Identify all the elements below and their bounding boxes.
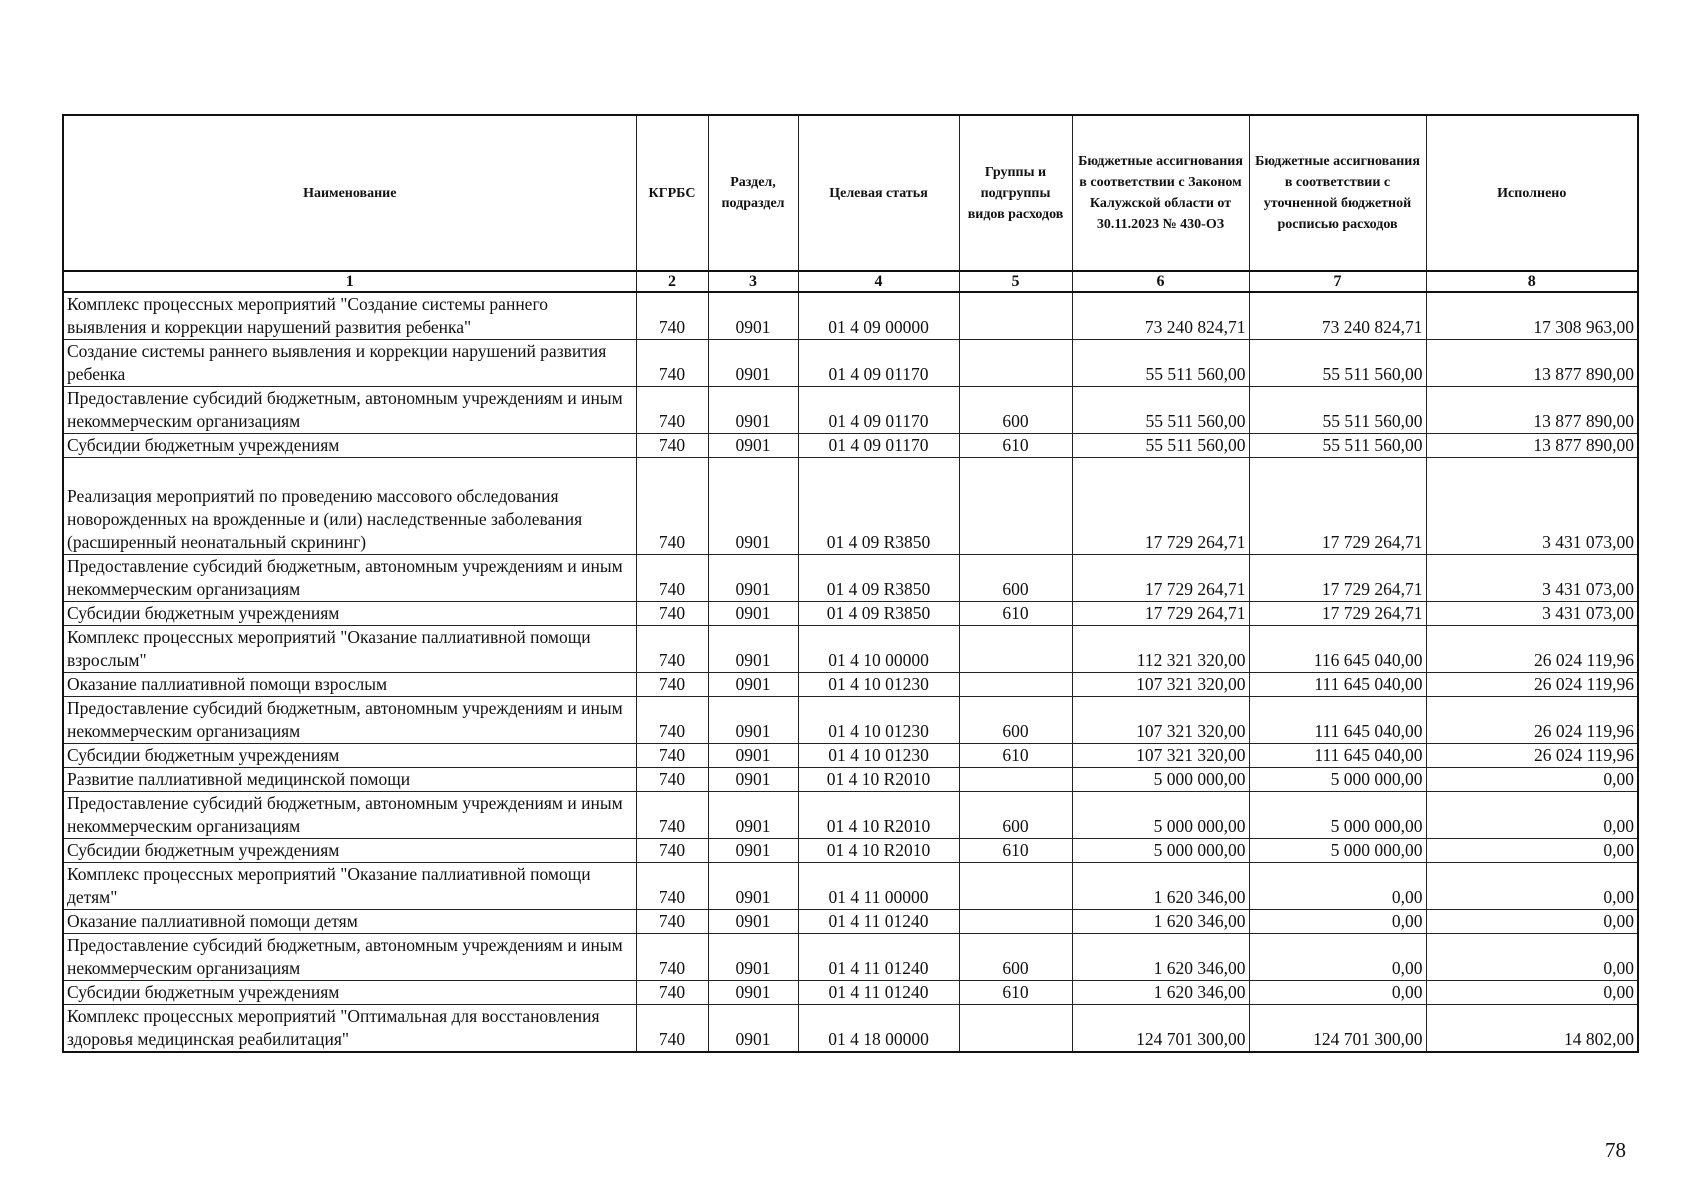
row-kgrbs: 740 xyxy=(636,697,708,744)
row-name: Предоставление субсидий бюджетным, автономным учреждениям и иным некоммерческим организациям xyxy=(63,697,636,744)
row-kgrbs: 740 xyxy=(636,458,708,555)
row-section: 0901 xyxy=(708,602,798,626)
row-refined-amount: 55 511 560,00 xyxy=(1249,434,1426,458)
row-refined-amount: 111 645 040,00 xyxy=(1249,697,1426,744)
column-number: 8 xyxy=(1426,271,1638,292)
row-kgrbs: 740 xyxy=(636,839,708,863)
header-law: Бюджетные ассигнования в соответствии с Законом Калужской области от 30.11.2023 № 430-ОЗ xyxy=(1072,115,1249,271)
row-group: 600 xyxy=(959,697,1072,744)
column-number: 3 xyxy=(708,271,798,292)
row-executed-amount: 0,00 xyxy=(1426,792,1638,839)
row-law-amount: 107 321 320,00 xyxy=(1072,673,1249,697)
row-group: 600 xyxy=(959,555,1072,602)
row-executed-amount: 3 431 073,00 xyxy=(1426,602,1638,626)
row-group: 610 xyxy=(959,434,1072,458)
table-row xyxy=(63,555,1638,602)
row-kgrbs: 740 xyxy=(636,768,708,792)
header-kgrbs: КГРБС xyxy=(636,115,708,271)
row-kgrbs: 740 xyxy=(636,292,708,340)
table-row xyxy=(63,434,1638,458)
row-law-amount: 17 729 264,71 xyxy=(1072,555,1249,602)
row-kgrbs: 740 xyxy=(636,673,708,697)
row-law-amount: 55 511 560,00 xyxy=(1072,434,1249,458)
row-refined-amount: 73 240 824,71 xyxy=(1249,292,1426,340)
table-row xyxy=(63,1005,1638,1053)
row-refined-amount: 0,00 xyxy=(1249,934,1426,981)
row-executed-amount: 3 431 073,00 xyxy=(1426,555,1638,602)
row-law-amount: 107 321 320,00 xyxy=(1072,744,1249,768)
row-law-amount: 73 240 824,71 xyxy=(1072,292,1249,340)
table-row xyxy=(63,340,1638,387)
table-row xyxy=(63,934,1638,981)
row-target: 01 4 10 R2010 xyxy=(798,768,959,792)
row-group xyxy=(959,673,1072,697)
row-law-amount: 1 620 346,00 xyxy=(1072,910,1249,934)
row-refined-amount: 17 729 264,71 xyxy=(1249,458,1426,555)
row-kgrbs: 740 xyxy=(636,1005,708,1053)
row-target: 01 4 09 01170 xyxy=(798,387,959,434)
row-name: Комплекс процессных мероприятий "Создание системы раннего выявления и коррекции нарушений развития ребенка" xyxy=(63,292,636,340)
row-name: Субсидии бюджетным учреждениям xyxy=(63,839,636,863)
row-target: 01 4 11 00000 xyxy=(798,863,959,910)
row-group xyxy=(959,340,1072,387)
row-section: 0901 xyxy=(708,792,798,839)
row-section: 0901 xyxy=(708,387,798,434)
row-law-amount: 112 321 320,00 xyxy=(1072,626,1249,673)
header-target: Целевая статья xyxy=(798,115,959,271)
row-section: 0901 xyxy=(708,981,798,1005)
row-section: 0901 xyxy=(708,910,798,934)
row-refined-amount: 0,00 xyxy=(1249,981,1426,1005)
row-executed-amount: 13 877 890,00 xyxy=(1426,340,1638,387)
row-target: 01 4 09 R3850 xyxy=(798,555,959,602)
row-group xyxy=(959,292,1072,340)
table-row xyxy=(63,673,1638,697)
row-name: Реализация мероприятий по проведению массового обследования новорожденных на врожденные и (или) наследственные заболевания (расширенный неонатальный скрининг) xyxy=(63,458,636,555)
row-name: Создание системы раннего выявления и коррекции нарушений развития ребенка xyxy=(63,340,636,387)
header-row xyxy=(63,115,1638,271)
row-group xyxy=(959,626,1072,673)
row-name: Предоставление субсидий бюджетным, автономным учреждениям и иным некоммерческим организациям xyxy=(63,792,636,839)
row-group: 610 xyxy=(959,744,1072,768)
column-number: 4 xyxy=(798,271,959,292)
row-law-amount: 1 620 346,00 xyxy=(1072,934,1249,981)
row-executed-amount: 26 024 119,96 xyxy=(1426,626,1638,673)
row-section: 0901 xyxy=(708,744,798,768)
row-executed-amount: 13 877 890,00 xyxy=(1426,434,1638,458)
table-row xyxy=(63,768,1638,792)
row-target: 01 4 09 01170 xyxy=(798,434,959,458)
header-refined: Бюджетные ассигнования в соответствии с уточненной бюджетной росписью расходов xyxy=(1249,115,1426,271)
table-row xyxy=(63,981,1638,1005)
table-row xyxy=(63,863,1638,910)
row-kgrbs: 740 xyxy=(636,934,708,981)
row-law-amount: 1 620 346,00 xyxy=(1072,863,1249,910)
row-target: 01 4 10 R2010 xyxy=(798,792,959,839)
row-name: Оказание паллиативной помощи взрослым xyxy=(63,673,636,697)
table-row xyxy=(63,626,1638,673)
row-group xyxy=(959,910,1072,934)
row-target: 01 4 10 00000 xyxy=(798,626,959,673)
row-section: 0901 xyxy=(708,555,798,602)
row-executed-amount: 14 802,00 xyxy=(1426,1005,1638,1053)
table-row xyxy=(63,387,1638,434)
row-target: 01 4 09 01170 xyxy=(798,340,959,387)
column-number: 2 xyxy=(636,271,708,292)
row-group: 600 xyxy=(959,792,1072,839)
row-name: Комплекс процессных мероприятий "Оказание паллиативной помощи взрослым" xyxy=(63,626,636,673)
table-row xyxy=(63,839,1638,863)
budget-table xyxy=(62,114,1639,1053)
row-refined-amount: 0,00 xyxy=(1249,910,1426,934)
row-kgrbs: 740 xyxy=(636,744,708,768)
row-section: 0901 xyxy=(708,626,798,673)
row-law-amount: 5 000 000,00 xyxy=(1072,768,1249,792)
row-name: Предоставление субсидий бюджетным, автономным учреждениям и иным некоммерческим организациям xyxy=(63,555,636,602)
row-refined-amount: 5 000 000,00 xyxy=(1249,792,1426,839)
row-refined-amount: 111 645 040,00 xyxy=(1249,673,1426,697)
row-law-amount: 17 729 264,71 xyxy=(1072,458,1249,555)
header-section: Раздел, подраздел xyxy=(708,115,798,271)
row-kgrbs: 740 xyxy=(636,602,708,626)
row-target: 01 4 10 01230 xyxy=(798,697,959,744)
table-row xyxy=(63,602,1638,626)
row-refined-amount: 5 000 000,00 xyxy=(1249,768,1426,792)
row-refined-amount: 0,00 xyxy=(1249,863,1426,910)
row-section: 0901 xyxy=(708,768,798,792)
row-group xyxy=(959,458,1072,555)
row-executed-amount: 0,00 xyxy=(1426,768,1638,792)
table-row xyxy=(63,697,1638,744)
row-target: 01 4 10 R2010 xyxy=(798,839,959,863)
row-target: 01 4 11 01240 xyxy=(798,934,959,981)
header-name: Наименование xyxy=(63,115,636,271)
row-name: Субсидии бюджетным учреждениям xyxy=(63,981,636,1005)
row-name: Предоставление субсидий бюджетным, автономным учреждениям и иным некоммерческим организациям xyxy=(63,387,636,434)
column-number: 7 xyxy=(1249,271,1426,292)
table-row xyxy=(63,458,1638,555)
row-law-amount: 17 729 264,71 xyxy=(1072,602,1249,626)
row-section: 0901 xyxy=(708,673,798,697)
row-executed-amount: 0,00 xyxy=(1426,839,1638,863)
row-refined-amount: 17 729 264,71 xyxy=(1249,555,1426,602)
row-name: Предоставление субсидий бюджетным, автономным учреждениям и иным некоммерческим организациям xyxy=(63,934,636,981)
column-number: 5 xyxy=(959,271,1072,292)
row-executed-amount: 0,00 xyxy=(1426,863,1638,910)
row-target: 01 4 09 00000 xyxy=(798,292,959,340)
row-group: 610 xyxy=(959,602,1072,626)
row-name: Субсидии бюджетным учреждениям xyxy=(63,434,636,458)
row-law-amount: 55 511 560,00 xyxy=(1072,387,1249,434)
row-target: 01 4 11 01240 xyxy=(798,910,959,934)
row-executed-amount: 17 308 963,00 xyxy=(1426,292,1638,340)
row-group: 600 xyxy=(959,387,1072,434)
row-kgrbs: 740 xyxy=(636,340,708,387)
row-kgrbs: 740 xyxy=(636,387,708,434)
row-kgrbs: 740 xyxy=(636,626,708,673)
row-section: 0901 xyxy=(708,434,798,458)
row-name: Субсидии бюджетным учреждениям xyxy=(63,744,636,768)
header-groups: Группы и подгруппы видов расходов xyxy=(959,115,1072,271)
row-law-amount: 55 511 560,00 xyxy=(1072,340,1249,387)
row-executed-amount: 13 877 890,00 xyxy=(1426,387,1638,434)
row-refined-amount: 111 645 040,00 xyxy=(1249,744,1426,768)
row-kgrbs: 740 xyxy=(636,910,708,934)
row-name: Оказание паллиативной помощи детям xyxy=(63,910,636,934)
row-section: 0901 xyxy=(708,839,798,863)
row-group: 610 xyxy=(959,981,1072,1005)
column-number: 1 xyxy=(63,271,636,292)
row-executed-amount: 26 024 119,96 xyxy=(1426,744,1638,768)
row-target: 01 4 09 R3850 xyxy=(798,602,959,626)
row-section: 0901 xyxy=(708,934,798,981)
row-law-amount: 124 701 300,00 xyxy=(1072,1005,1249,1053)
row-group xyxy=(959,863,1072,910)
row-kgrbs: 740 xyxy=(636,434,708,458)
column-number-row xyxy=(63,271,1638,292)
row-group xyxy=(959,768,1072,792)
row-law-amount: 107 321 320,00 xyxy=(1072,697,1249,744)
row-name: Комплекс процессных мероприятий "Оптимальная для восстановления здоровья медицинская реабилитация" xyxy=(63,1005,636,1053)
row-name: Развитие паллиативной медицинской помощи xyxy=(63,768,636,792)
row-group: 610 xyxy=(959,839,1072,863)
row-law-amount: 1 620 346,00 xyxy=(1072,981,1249,1005)
row-section: 0901 xyxy=(708,1005,798,1053)
row-target: 01 4 09 R3850 xyxy=(798,458,959,555)
table-row xyxy=(63,910,1638,934)
row-section: 0901 xyxy=(708,458,798,555)
table-row xyxy=(63,744,1638,768)
row-executed-amount: 0,00 xyxy=(1426,981,1638,1005)
row-section: 0901 xyxy=(708,292,798,340)
row-section: 0901 xyxy=(708,863,798,910)
row-law-amount: 5 000 000,00 xyxy=(1072,792,1249,839)
row-name: Комплекс процессных мероприятий "Оказание паллиативной помощи детям" xyxy=(63,863,636,910)
row-refined-amount: 17 729 264,71 xyxy=(1249,602,1426,626)
row-executed-amount: 26 024 119,96 xyxy=(1426,697,1638,744)
row-refined-amount: 55 511 560,00 xyxy=(1249,387,1426,434)
row-executed-amount: 0,00 xyxy=(1426,934,1638,981)
row-target: 01 4 10 01230 xyxy=(798,744,959,768)
row-name: Субсидии бюджетным учреждениям xyxy=(63,602,636,626)
row-executed-amount: 3 431 073,00 xyxy=(1426,458,1638,555)
row-kgrbs: 740 xyxy=(636,981,708,1005)
row-executed-amount: 26 024 119,96 xyxy=(1426,673,1638,697)
page-number: 78 xyxy=(1605,1138,1626,1162)
table-row xyxy=(63,792,1638,839)
row-group: 600 xyxy=(959,934,1072,981)
row-kgrbs: 740 xyxy=(636,792,708,839)
row-section: 0901 xyxy=(708,340,798,387)
row-target: 01 4 18 00000 xyxy=(798,1005,959,1053)
row-refined-amount: 124 701 300,00 xyxy=(1249,1005,1426,1053)
row-kgrbs: 740 xyxy=(636,863,708,910)
column-number: 6 xyxy=(1072,271,1249,292)
row-target: 01 4 10 01230 xyxy=(798,673,959,697)
row-group xyxy=(959,1005,1072,1053)
row-refined-amount: 5 000 000,00 xyxy=(1249,839,1426,863)
row-executed-amount: 0,00 xyxy=(1426,910,1638,934)
row-section: 0901 xyxy=(708,697,798,744)
header-executed: Исполнено xyxy=(1426,115,1638,271)
row-refined-amount: 116 645 040,00 xyxy=(1249,626,1426,673)
row-refined-amount: 55 511 560,00 xyxy=(1249,340,1426,387)
table-row xyxy=(63,292,1638,340)
row-target: 01 4 11 01240 xyxy=(798,981,959,1005)
row-kgrbs: 740 xyxy=(636,555,708,602)
row-law-amount: 5 000 000,00 xyxy=(1072,839,1249,863)
